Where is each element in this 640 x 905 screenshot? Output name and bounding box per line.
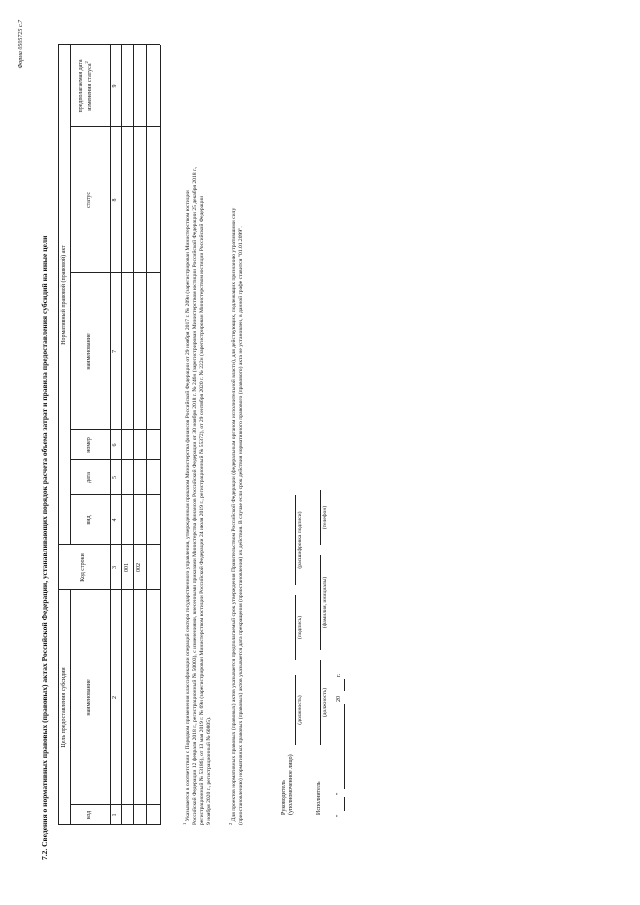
date-open-quote: " [336, 814, 342, 817]
table-row-line-code: 002 [136, 563, 142, 572]
date-close-quote: " [336, 792, 342, 795]
header-purpose-group: Цель предоставления субсидии [61, 667, 67, 748]
head-position-caption: (должность) [297, 695, 303, 725]
date-day-line[interactable] [344, 797, 345, 811]
footnote-ref-2: 2 [83, 61, 89, 64]
footnote-line: 9 ноября 2020 г., регистрационный № 60805). [205, 716, 212, 825]
date-year-line[interactable] [344, 679, 345, 691]
col-num: 4 [112, 518, 118, 522]
executor-phone-line[interactable] [320, 490, 321, 545]
date-month-line[interactable] [344, 704, 345, 789]
header-number: номер [86, 437, 92, 453]
executor-position-line[interactable] [320, 660, 321, 745]
footnote-1 [182, 167, 213, 825]
executor-name-caption: (фамилия, инициалы) [322, 576, 328, 629]
header-act-group: Нормативный правовой (правовой) акт [61, 245, 67, 345]
footnote-line: $^1$ Указывается в соответствии с Порядком применения классификации операций сектора государственного управления, утвержденным приказом Министерства финансов Российской Федерации от 29 ноября 2017 г. № 209н (зарегистрирован Министерством юстиции [182, 190, 191, 825]
head-signature-line[interactable] [295, 595, 296, 660]
col-num: 2 [112, 696, 118, 699]
footnote-2 [228, 208, 245, 825]
date-year-prefix: 20 [336, 696, 342, 702]
col-num: 1 [112, 813, 118, 817]
footnote-marker: 1 [182, 822, 187, 825]
header-name: наименование [86, 679, 92, 716]
head-label: Руководитель (уполномоченное лицо) [281, 754, 295, 815]
table-border-bottom [160, 45, 161, 825]
col-num: 7 [112, 350, 118, 353]
header-act-name: наименование [86, 333, 92, 370]
header-code: код [86, 810, 92, 820]
executor-name-line[interactable] [320, 555, 321, 650]
executor-label: Исполнитель [316, 781, 322, 815]
col-num: 6 [112, 443, 118, 447]
section-title: 7.2. Сведения о нормативных правовых (правовых) актах Российской Федерации, устанавливающих порядок расчета объема затрат и правила предоставления субсидий на иные цели [40, 235, 49, 860]
table-row-line-code: 001 [124, 563, 130, 572]
date-year-suffix: г. [336, 673, 342, 677]
footnote-line: Российской Федерации 12 февраля 2018 г., регистрационный № 50003), с изменениями, внесенными приказами Министерства финансов Российской Федерации от 30 ноября 2018 г. № 246н (зарегистрирован Министерством юстиции Российской Федерации 25 декабря 2018 г., [191, 166, 198, 825]
table-border-top [58, 45, 59, 825]
head-name-line[interactable] [295, 495, 296, 585]
col-num: 9 [112, 84, 118, 88]
col-num: 8 [112, 198, 118, 202]
executor-position-caption: (должность) [322, 687, 328, 718]
head-signature-caption: (подпись) [297, 615, 303, 640]
col-num: 5 [112, 476, 118, 479]
executor-phone-caption: (телефон) [322, 505, 328, 530]
header-date: дата [86, 472, 92, 483]
footnote-line: (приостановлению) нормативных правовых (правовых) актов указывается дата прекращения (приостановления) их действия. В случае если срок действия нормативного правового (правового) акта не установлен, в данной графе ставится "01.01.2099". [237, 226, 244, 825]
head-name-caption: (расшифровка подписи) [297, 511, 303, 569]
col-num: 3 [112, 566, 118, 569]
footnote-marker: 2 [228, 822, 233, 825]
header-line-code: Код строки [80, 553, 86, 582]
footnote-line: $^2$ Для проектов нормативных правовых (правовых) актов указывается предполагаемый срок утверждения Правительством Российской Федерации (федеральным органом исполнительной власти), для действующих, подлежащих признанию утратившими силу [228, 207, 237, 825]
footnote-line: регистрационный № 53186), от 13 мая 2019 г. № 69н (зарегистрирован Министерством юстиции Российской Федерации 24 июля 2019 г., регистрационный № 55372), от 29 сентября 2020 г. № 222н (зарегистрирован Министерством юстиции Российской Федерации [198, 195, 205, 825]
header-type: вид [86, 515, 92, 525]
form-code: Форма 0505725 с.7 [18, 20, 24, 69]
head-position-line[interactable] [295, 675, 296, 745]
header-status: статус [86, 191, 92, 209]
header-change-date: предполагаемая дата изменения статуса$^2$ [78, 59, 93, 113]
